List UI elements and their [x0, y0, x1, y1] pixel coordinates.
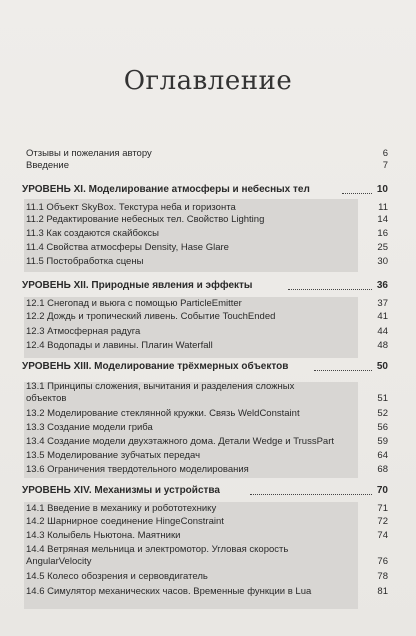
- toc-entry-text: 13.1 Принципы сложения, вычитания и разделения сложных объектов: [26, 381, 295, 404]
- toc-entry-text: 13.6 Ограничения твердотельного моделирования: [26, 464, 249, 475]
- toc-entry[interactable]: [26, 544, 388, 570]
- toc-entry-text: 13.2 Моделирование стеклянной кружки. Связь WeldConstaint: [26, 408, 300, 419]
- toc-entry-text: 14.3 Колыбель Ньютона. Маятники: [26, 530, 181, 541]
- toc-entry-text: 12.1 Снегопад и вьюга с помощью ParticleEmitter: [26, 298, 242, 309]
- leader-dots: [250, 494, 372, 495]
- toc-entry-text: 11.3 Как создаются скайбоксы: [26, 228, 160, 239]
- toc-entry-page: 14: [377, 214, 388, 225]
- toc-entry-text: 11.5 Постобработка сцены: [26, 256, 144, 267]
- toc-entry-text: 11.1 Объект SkyBox. Текстура неба и горизонта: [26, 202, 236, 213]
- toc-entry-text: 11.4 Свойства атмосферы Density, Hase Glare: [26, 242, 229, 253]
- toc-entry-text: 13.5 Моделирование зубчатых передач: [26, 450, 201, 461]
- leader-dots: [314, 370, 372, 371]
- toc-entry-text: 12.4 Водопады и лавины. Плагин Waterfall: [26, 340, 213, 351]
- toc-entry-page: 78: [377, 571, 388, 582]
- page-title: Оглавление: [123, 66, 293, 96]
- toc-entry-page: 68: [377, 464, 388, 475]
- toc-level-page: 36: [376, 280, 388, 291]
- toc-entry-text: 13.3 Создание модели гриба: [26, 422, 153, 433]
- toc-level-title: УРОВЕНЬ XIII. Моделирование трёхмерных объектов: [22, 361, 289, 372]
- toc-entry-page: 64: [377, 450, 388, 461]
- toc-level-page: 70: [376, 485, 388, 496]
- toc-entry-text: Отзывы и пожелания автору: [26, 148, 152, 159]
- leader-dots: [342, 193, 372, 194]
- toc-entry-page: 7: [382, 160, 388, 171]
- toc-entry-page: 56: [377, 422, 388, 433]
- toc-entry-text: 13.4 Создание модели двухэтажного дома. Детали Wedge и TrussPart: [26, 436, 335, 447]
- toc-entry-page: 30: [377, 256, 388, 267]
- toc-level-title: УРОВЕНЬ XII. Природные явления и эффекты: [22, 280, 253, 291]
- toc-entry-text: 12.2 Дождь и тропический ливень. Событие TouchEnded: [26, 311, 276, 322]
- toc-level-page: 10: [376, 184, 388, 195]
- toc-entry-page: 25: [377, 242, 388, 253]
- toc-entry-page: 44: [377, 326, 388, 337]
- toc-entry-page: 51: [377, 393, 388, 404]
- toc-entry[interactable]: [26, 381, 388, 407]
- toc-entry-page: 52: [377, 408, 388, 419]
- toc-entry-page: 6: [382, 148, 388, 159]
- toc-entry-page: 16: [377, 228, 388, 239]
- toc-entry-text: 14.5 Колесо обозрения и сервовдигатель: [26, 571, 208, 582]
- toc-entry-page: 76: [377, 556, 388, 567]
- toc-level-title: УРОВЕНЬ XI. Моделирование атмосферы и небесных тел: [22, 184, 310, 195]
- toc-entry-text: 14.6 Симулятор механических часов. Временные функции в Lua: [26, 586, 312, 597]
- leader-dots: [288, 289, 372, 290]
- toc-entry-page: 11: [378, 202, 388, 213]
- toc-entry-text: 12.3 Атмосферная радуга: [26, 326, 141, 337]
- toc-entry-page: 59: [377, 436, 388, 447]
- toc-entry-text: 14.1 Введение в механику и робототехнику: [26, 503, 217, 514]
- toc-entry-page: 71: [377, 503, 388, 514]
- toc-entry-text: Введение: [26, 160, 70, 171]
- toc-level-page: 50: [376, 361, 388, 372]
- toc-entry-text: 14.2 Шарнирное соединение HingeConstraint: [26, 516, 224, 527]
- toc-level-title: УРОВЕНЬ XIV. Механизмы и устройства: [22, 485, 220, 496]
- toc-entry-text: 11.2 Редактирование небесных тел. Свойство Lighting: [26, 214, 265, 225]
- toc-entry-page: 37: [377, 298, 388, 309]
- toc-entry-page: 41: [377, 311, 388, 322]
- toc-entry-page: 74: [377, 530, 388, 541]
- toc-entry-text: 14.4 Ветряная мельница и электромотор. Угловая скорость AngularVelocity: [26, 544, 289, 567]
- toc-entry-page: 72: [377, 516, 388, 527]
- toc-entry-page: 48: [377, 340, 388, 351]
- toc-entry-page: 81: [377, 586, 388, 597]
